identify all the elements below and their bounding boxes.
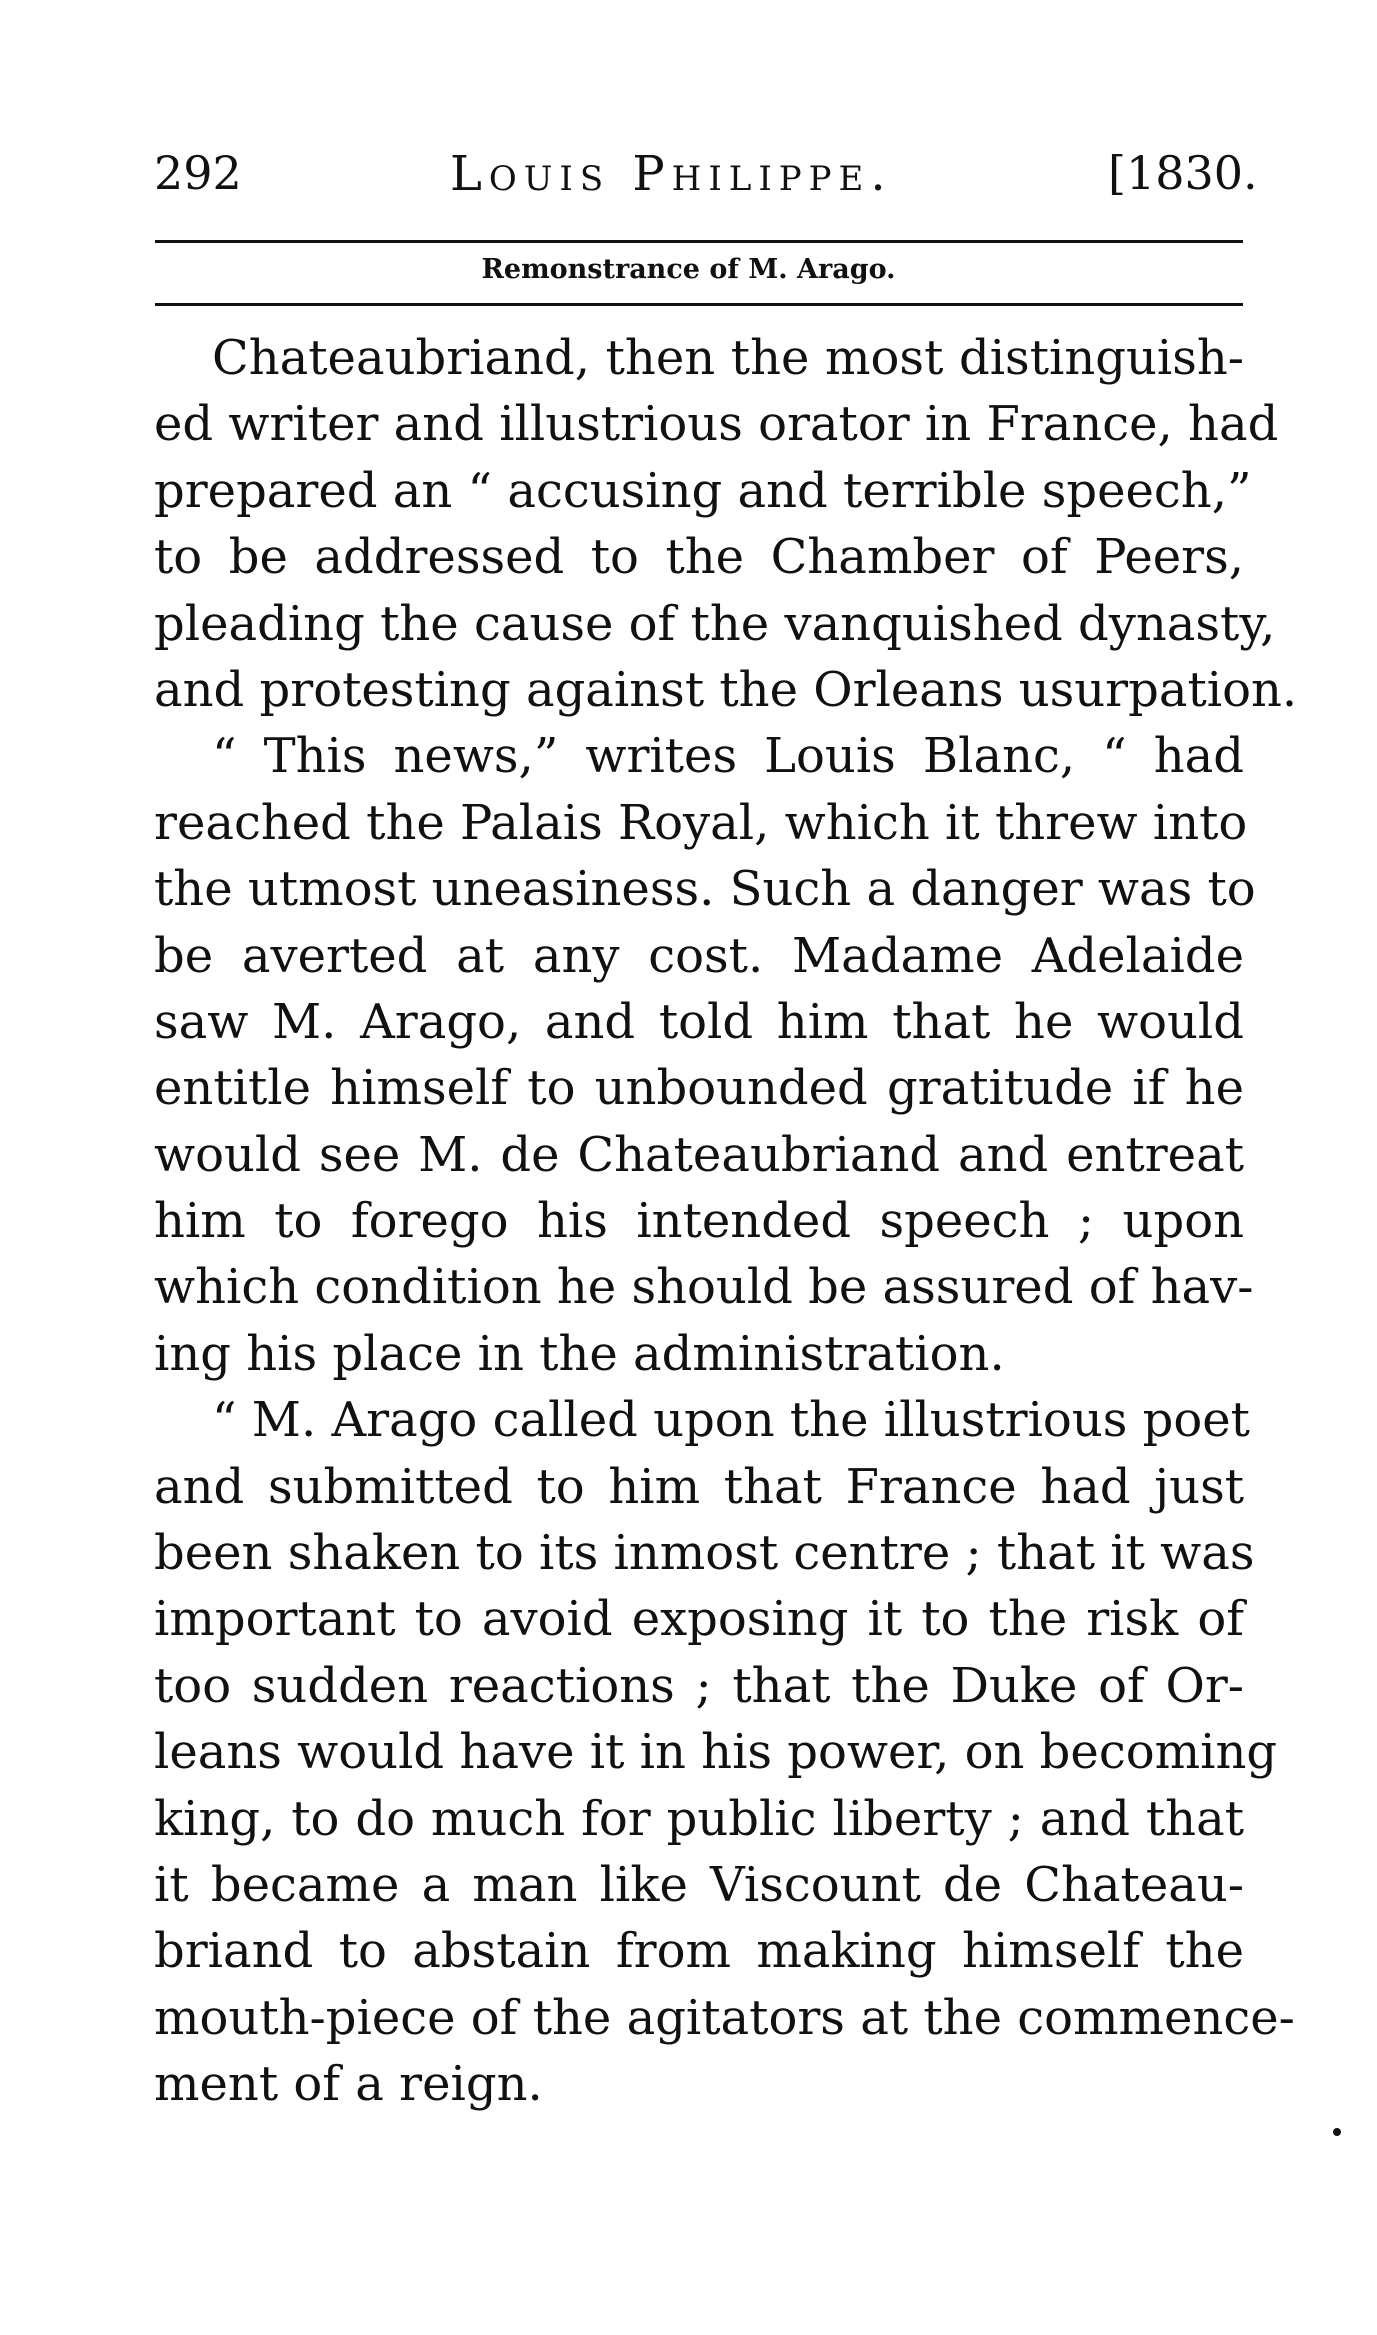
text-line: briand to abstain from making himself the — [154, 1923, 1244, 1980]
text-line: “ M. Arago called upon the illustrious poet — [212, 1392, 1250, 1449]
text-line: too sudden reactions ; that the Duke of Or- — [154, 1657, 1244, 1714]
text-line: mouth-piece of the agitators at the commence- — [154, 1989, 1295, 2046]
text-line: ed writer and illustrious orator in France, had — [154, 396, 1279, 453]
text-line: him to forego his intended speech ; upon — [154, 1193, 1244, 1250]
year-marker: [1830. — [1108, 146, 1258, 200]
text-line: to be addressed to the Chamber of Peers, — [154, 529, 1244, 586]
text-line: would see M. de Chateaubriand and entreat — [154, 1126, 1244, 1183]
header-rule-bottom — [155, 303, 1243, 306]
text-line: ing his place in the administration. — [154, 1325, 1005, 1382]
text-line: entitle himself to unbounded gratitude if he — [154, 1060, 1244, 1117]
text-line: been shaken to its inmost centre ; that it was — [154, 1525, 1255, 1582]
body-text — [154, 325, 1298, 2118]
text-line: reached the Palais Royal, which it threw into — [154, 794, 1248, 851]
text-line: leans would have it in his power, on becoming — [154, 1724, 1278, 1781]
page-number: 292 — [154, 146, 242, 200]
text-line: king, to do much for public liberty ; and that — [154, 1790, 1244, 1847]
text-line: important to avoid exposing it to the risk of — [154, 1591, 1244, 1648]
header-rule-top — [155, 240, 1243, 243]
text-line: “ This news,” writes Louis Blanc, “ had — [212, 728, 1244, 785]
text-line: prepared an “ accusing and terrible speech,” — [154, 462, 1252, 519]
text-line: and submitted to him that France had just — [154, 1458, 1244, 1515]
text-line: and protesting against the Orleans usurpation. — [154, 661, 1298, 718]
text-line: which condition he should be assured of hav- — [154, 1259, 1254, 1316]
text-line: saw M. Arago, and told him that he would — [154, 993, 1244, 1050]
text-line: be averted at any cost. Madame Adelaide — [154, 927, 1244, 984]
text-line: ment of a reign. — [154, 2056, 543, 2113]
text-line: the utmost uneasiness. Such a danger was to — [154, 861, 1256, 918]
text-line: pleading the cause of the vanquished dynasty, — [154, 595, 1276, 652]
margin-ink-dot — [1333, 2128, 1341, 2136]
running-title: Louis Philippe. — [450, 146, 893, 202]
section-subheading: Remonstrance of M. Arago. — [481, 254, 896, 285]
text-line: it became a man like Viscount de Chateau- — [154, 1856, 1244, 1913]
text-line: Chateaubriand, then the most distinguish- — [212, 330, 1244, 386]
